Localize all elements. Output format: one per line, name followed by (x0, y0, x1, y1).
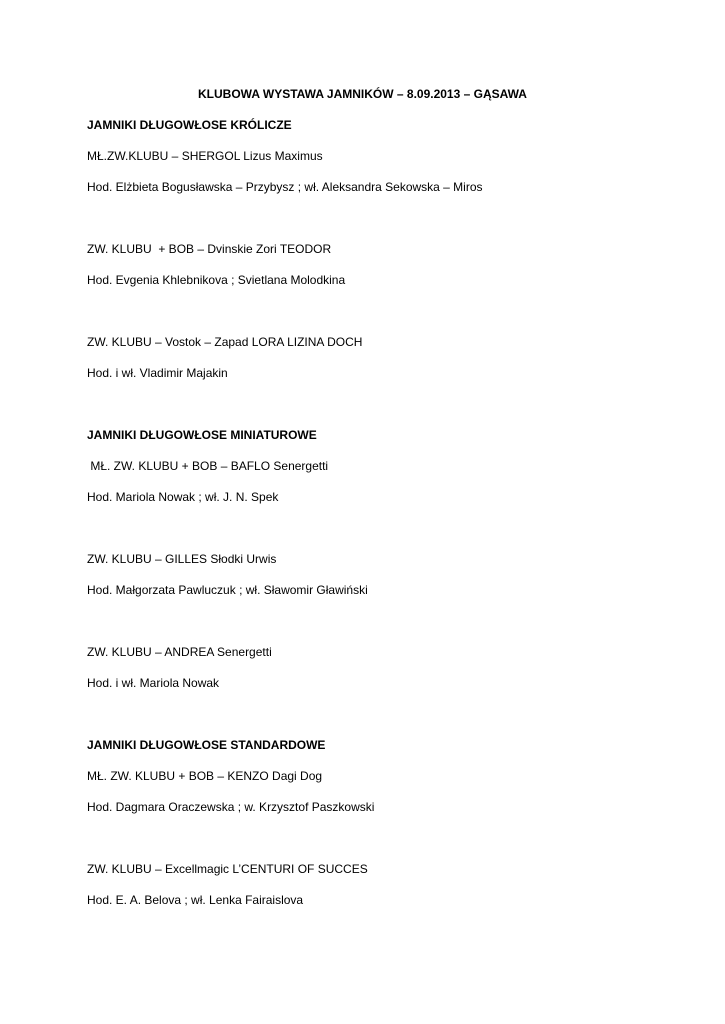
section-heading: JAMNIKI DŁUGOWŁOSE KRÓLICZE (87, 118, 292, 132)
document-title: KLUBOWA WYSTAWA JAMNIKÓW – 8.09.2013 – GĄSAWA (198, 87, 527, 101)
section-heading: JAMNIKI DŁUGOWŁOSE MINIATUROWE (87, 428, 317, 442)
entry-breeder: Hod. i wł. Vladimir Majakin (87, 366, 228, 380)
entry-award: ZW. KLUBU – Excellmagic L’CENTURI OF SUCCES (87, 862, 368, 876)
entry-breeder: Hod. Evgenia Khlebnikova ; Svietlana Molodkina (87, 273, 346, 287)
entry-breeder: Hod. i wł. Mariola Nowak (87, 676, 220, 690)
entry-award: ZW. KLUBU – GILLES Słodki Urwis (87, 552, 277, 566)
entry-award: ZW. KLUBU – Vostok – Zapad LORA LIZINA DOCH (87, 335, 363, 349)
entry-breeder: Hod. Dagmara Oraczewska ; w. Krzysztof Paszkowski (87, 800, 375, 814)
entry-breeder: Hod. Małgorzata Pawluczuk ; wł. Sławomir Gławiński (87, 583, 368, 597)
entry-award: ZW. KLUBU + BOB – Dvinskie Zori TEODOR (87, 242, 332, 256)
entry-breeder: Hod. Mariola Nowak ; wł. J. N. Spek (87, 490, 279, 504)
entry-award: ZW. KLUBU – ANDREA Senergetti (87, 645, 272, 659)
entry-award: MŁ. ZW. KLUBU + BOB – KENZO Dagi Dog (87, 769, 323, 783)
section-heading: JAMNIKI DŁUGOWŁOSE STANDARDOWE (87, 738, 326, 752)
entry-award: MŁ. ZW. KLUBU + BOB – BAFLO Senergetti (87, 459, 329, 473)
entry-breeder: Hod. Elżbieta Bogusławska – Przybysz ; wł. Aleksandra Sekowska – Miros (87, 180, 483, 194)
entry-award: MŁ.ZW.KLUBU – SHERGOL Lizus Maximus (87, 149, 323, 163)
entry-breeder: Hod. E. A. Belova ; wł. Lenka Fairaislova (87, 893, 304, 907)
